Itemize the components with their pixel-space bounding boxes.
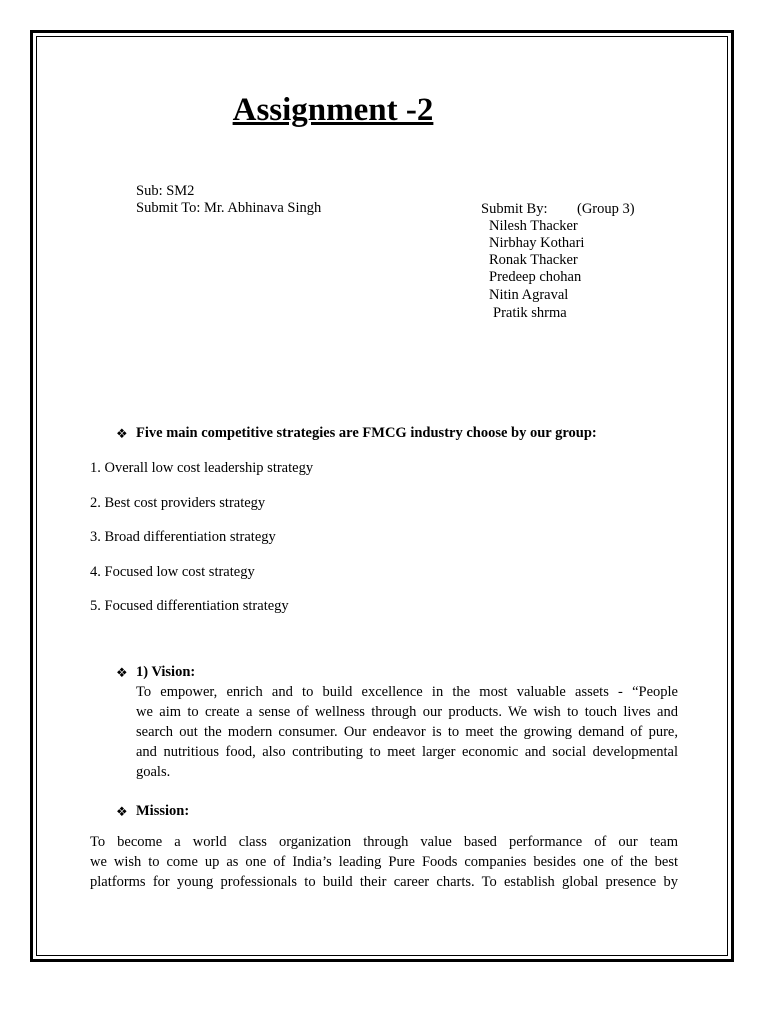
- mission-line: we wish to come up as one of India’s leading Pure Foods companies besides one of the best: [90, 854, 678, 870]
- member-name: Ronak Thacker: [489, 252, 578, 268]
- vision-line: To empower, enrich and to build excellence in the most valuable assets - “People: [136, 684, 678, 700]
- strategy-item: 4. Focused low cost strategy: [90, 564, 255, 580]
- strategy-item: 5. Focused differentiation strategy: [90, 598, 289, 614]
- vision-paragraph: [136, 682, 678, 782]
- strategy-item: 3. Broad differentiation strategy: [90, 529, 276, 545]
- member-name: Nitin Agraval: [489, 287, 569, 303]
- vision-line: search out the modern consumer. Our endeavor is to meet the growing demand of pure,: [136, 724, 678, 740]
- diamond-bullet-icon: ❖: [116, 426, 128, 441]
- subject-line: Sub: SM2: [136, 183, 195, 199]
- vision-heading: 1) Vision:: [136, 664, 196, 680]
- diamond-bullet-icon: ❖: [116, 804, 128, 819]
- vision-line: we aim to create a sense of wellness through our products. We wish to touch lives and: [136, 704, 678, 720]
- group-label: (Group 3): [577, 201, 635, 217]
- submit-to-line: Submit To: Mr. Abhinava Singh: [136, 200, 322, 216]
- vision-line: goals.: [136, 764, 171, 780]
- mission-line: platforms for young professionals to build their career charts. To establish global presence by: [90, 874, 678, 890]
- submit-by-label: Submit By:: [481, 201, 548, 217]
- mission-paragraph: [90, 832, 678, 892]
- page-title: Assignment -2: [232, 92, 434, 128]
- mission-heading: Mission:: [136, 803, 190, 819]
- member-name: Nirbhay Kothari: [489, 235, 585, 251]
- strategies-heading: Five main competitive strategies are FMCG industry choose by our group:: [136, 425, 597, 441]
- member-name: Nilesh Thacker: [489, 218, 578, 234]
- vision-line: and nutritious food, also contributing to meet larger economic and social developmental: [136, 744, 678, 760]
- mission-line: To become a world class organization through value based performance of our team: [90, 834, 678, 850]
- member-name: Pratik shrma: [493, 305, 567, 321]
- strategy-item: 2. Best cost providers strategy: [90, 495, 266, 511]
- diamond-bullet-icon: ❖: [116, 665, 128, 680]
- member-name: Predeep chohan: [489, 269, 582, 285]
- strategy-item: 1. Overall low cost leadership strategy: [90, 460, 314, 476]
